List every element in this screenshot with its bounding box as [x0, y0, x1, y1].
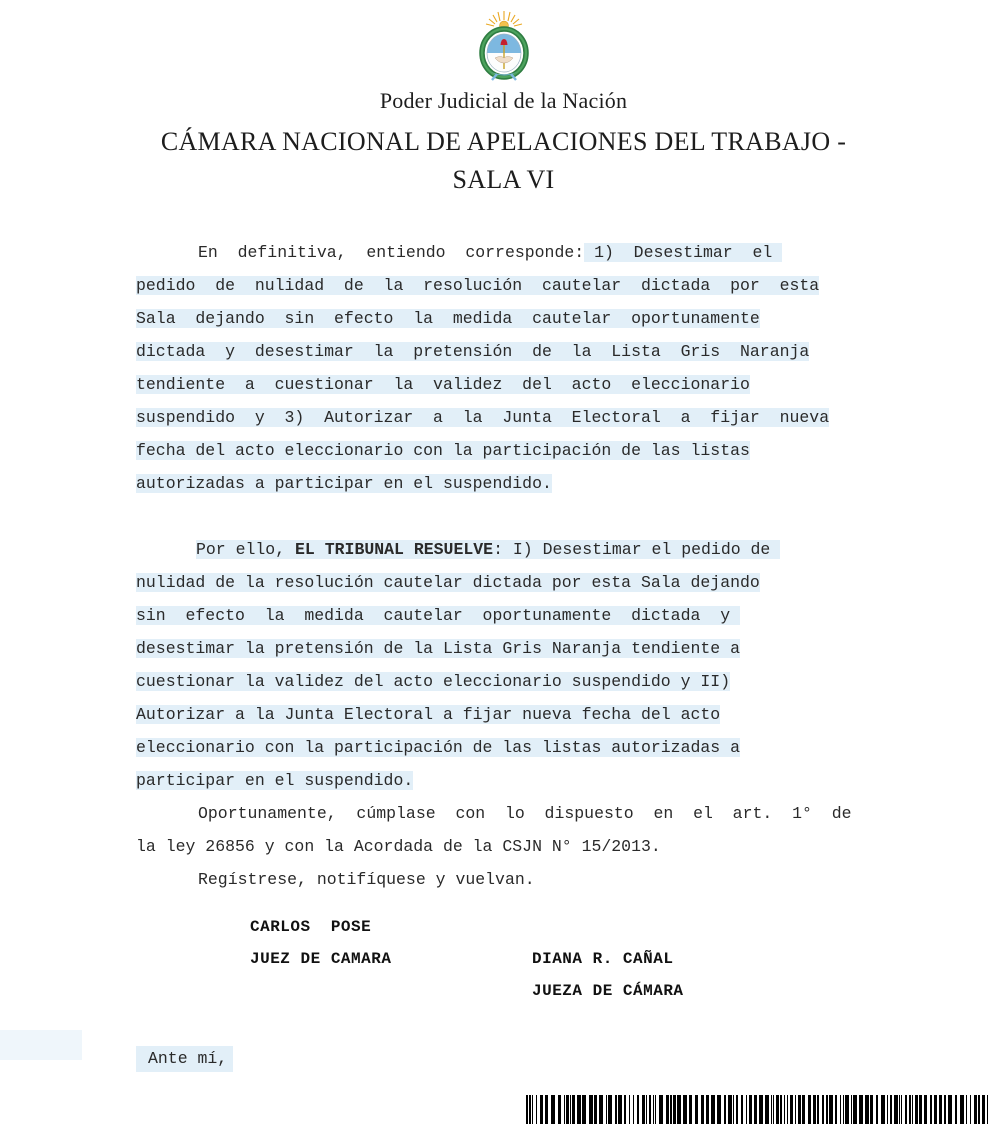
body-line	[136, 236, 878, 269]
paragraph-resolution-summary	[136, 236, 878, 500]
body-line	[136, 368, 878, 401]
body-line-text: la ley 26856 y con la Acordada de la CSJN N° 15/2013.	[136, 837, 661, 856]
paragraph-registrese	[136, 863, 878, 896]
body-line-text: Oportunamente, cúmplase con lo dispuesto en el art. 1° de	[198, 804, 852, 823]
body-line-text: dictada y desestimar la pretensión de la Lista Gris Naranja	[136, 342, 810, 361]
body-line-text: Sala dejando sin efecto la medida cautelar oportunamente	[136, 309, 760, 328]
paragraph-tribunal-resuelve	[136, 533, 878, 797]
court-title-line-1: CÁMARA NACIONAL DE APELACIONES DEL TRABAJO -	[160, 127, 847, 156]
body-line-text: cuestionar la validez del acto eleccionario suspendido y II)	[136, 672, 731, 691]
body-line	[136, 335, 878, 368]
body-line-text: eleccionario con la participación de las listas autorizadas a	[136, 738, 740, 757]
body-line	[136, 566, 878, 599]
barcode-icon	[522, 1093, 992, 1126]
tribunal-resuelve-emphasis: EL TRIBUNAL RESUELVE	[295, 540, 494, 559]
signature-right-name: DIANA R. CAÑAL	[532, 950, 674, 968]
body-line-text: sin efecto la medida cautelar oportunamente dictada y	[136, 606, 740, 625]
body-line	[136, 533, 878, 566]
body-line-text: desestimar la pretensión de la Lista Gris Naranja tendiente a	[136, 639, 740, 658]
body-line	[136, 665, 878, 698]
signature-left-role: JUEZ DE CAMARA	[250, 950, 392, 968]
page-title	[0, 123, 1007, 199]
body-line	[136, 269, 878, 302]
body-line	[136, 863, 878, 896]
body-line-text: fecha del acto eleccionario con la participación de las listas	[136, 441, 750, 460]
body-line-text: participar en el suspendido.	[136, 771, 414, 790]
signature-row-left-role	[136, 950, 878, 982]
court-title-line-2: SALA VI	[452, 165, 555, 194]
body-line-text-end: : I) Desestimar el pedido de	[493, 540, 781, 559]
body-line	[136, 401, 878, 434]
body-line	[136, 797, 878, 830]
body-line	[136, 731, 878, 764]
body-line	[136, 830, 878, 863]
body-line-text: suspendido y 3) Autorizar a la Junta Electoral a fijar nueva	[136, 408, 830, 427]
body-line-text: Regístrese, notifíquese y vuelvan.	[198, 870, 535, 889]
paragraph-spacer	[136, 500, 878, 533]
body-line	[136, 599, 878, 632]
body-line-text: En definitiva, entiendo corresponde:	[198, 243, 585, 262]
body-line-text: tendiente a cuestionar la validez del acto eleccionario	[136, 375, 750, 394]
body-line	[136, 632, 878, 665]
body-line	[136, 302, 878, 335]
body-line-text: nulidad de la resolución cautelar dictada por esta Sala dejando	[136, 573, 760, 592]
organization-name: Poder Judicial de la Nación	[379, 88, 628, 113]
document-body	[136, 236, 878, 896]
argentine-coat-of-arms-icon	[471, 8, 537, 86]
signature-left-name: CARLOS POSE	[250, 918, 372, 936]
signature-row-right-role	[136, 982, 878, 1014]
body-line-highlight: 1) Desestimar el	[584, 243, 783, 262]
body-line-text: pedido de nulidad de la resolución cautelar dictada por esta	[136, 276, 820, 295]
body-line-text: Por ello,	[196, 540, 296, 559]
document-header	[0, 0, 1007, 199]
signature-row-names	[136, 918, 878, 950]
paragraph-oportunamente	[136, 797, 878, 863]
signature-block	[136, 918, 878, 1014]
ante-mi-line: Ante mí,	[136, 1046, 233, 1072]
body-line-text: Autorizar a la Junta Electoral a fijar nueva fecha del acto	[136, 705, 721, 724]
body-line	[136, 434, 878, 467]
body-line	[136, 764, 878, 797]
stray-highlight-mark	[0, 1030, 82, 1060]
signature-right-role: JUEZA DE CÁMARA	[532, 982, 684, 1000]
body-line	[136, 467, 878, 500]
body-line-text: autorizadas a participar en el suspendido.	[136, 474, 552, 493]
body-line	[136, 698, 878, 731]
